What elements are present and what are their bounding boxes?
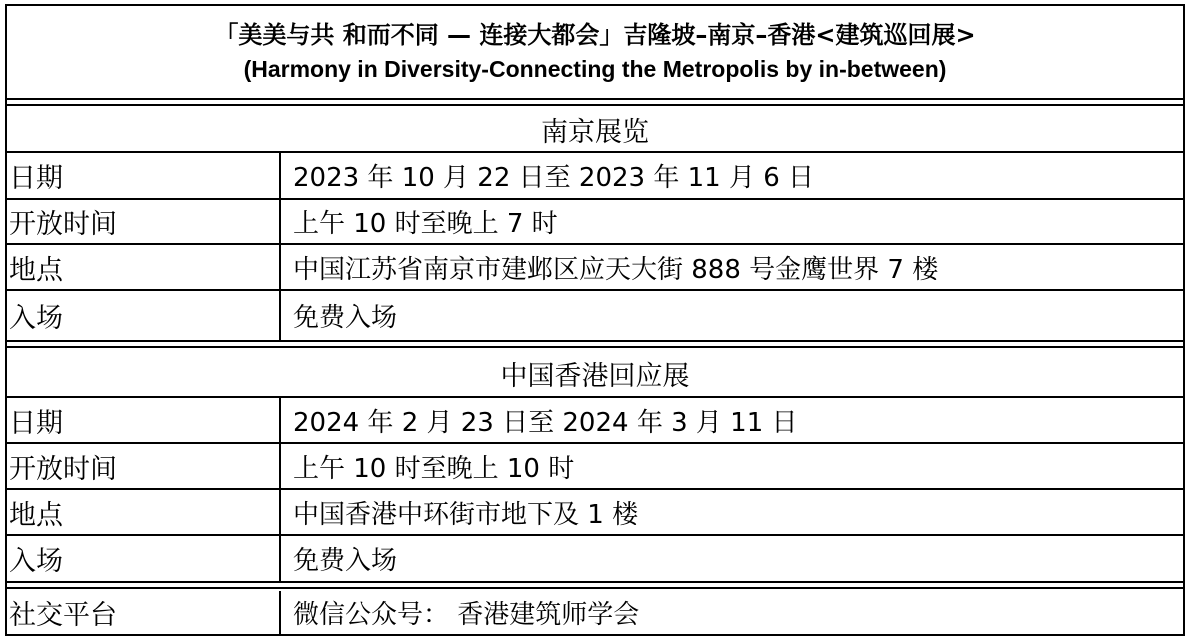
value-nanjing-admission: 免费入场	[293, 303, 398, 333]
title-english: (Harmony in Diversity-Connecting the Metropolis by in-between)	[243, 56, 947, 82]
label-venue: 地点	[7, 490, 281, 534]
value-nanjing-date: 2023 年 10 月 22 日至 2023 年 11 月 6 日	[293, 163, 815, 193]
value-nanjing-hours: 上午 10 时至晚上 7 时	[293, 209, 558, 239]
label-admission: 入场	[7, 536, 281, 581]
label-social-platform: 社交平台	[7, 591, 281, 634]
section-title-nanjing: 南京展览	[541, 117, 649, 148]
label-admission: 入场	[7, 291, 281, 340]
table-row-hongkong-venue	[7, 490, 1183, 536]
table-row-social	[7, 591, 1183, 634]
value-hongkong-admission: 免费入场	[293, 546, 398, 576]
section-heading-hongkong	[7, 350, 1183, 398]
row-divider-strip	[7, 583, 1183, 589]
table-row-hongkong-hours	[7, 444, 1183, 490]
value-hongkong-date: 2024 年 2 月 23 日至 2024 年 3 月 11 日	[293, 407, 798, 438]
table-row-hongkong-date	[7, 398, 1183, 444]
section-heading-nanjing	[7, 108, 1183, 153]
row-divider-strip	[7, 100, 1183, 106]
label-opening-hours: 开放时间	[7, 444, 281, 488]
table-row-nanjing-date	[7, 153, 1183, 200]
value-hongkong-venue: 中国香港中环街市地下及 1 楼	[293, 499, 639, 530]
label-opening-hours: 开放时间	[7, 200, 281, 243]
label-date: 日期	[7, 153, 281, 198]
table-row-nanjing-hours	[7, 200, 1183, 245]
table-row-hongkong-admission	[7, 536, 1183, 583]
value-hongkong-hours: 上午 10 时至晚上 10 时	[293, 453, 575, 484]
section-title-hongkong: 中国香港回应展	[500, 360, 690, 392]
label-venue: 地点	[7, 245, 281, 289]
value-social-platform: 微信公众号： 香港建筑师学会	[293, 600, 640, 630]
exhibition-info-table	[5, 4, 1185, 636]
table-title-block	[7, 6, 1183, 100]
table-row-nanjing-venue	[7, 245, 1183, 291]
table-row-nanjing-admission	[7, 291, 1183, 342]
label-date: 日期	[7, 398, 281, 442]
title-chinese: 「美美与共 和而不同 — 连接大都会」吉隆坡–南京–香港<建筑巡回展>	[214, 21, 976, 49]
row-divider-strip	[7, 342, 1183, 348]
value-nanjing-venue: 中国江苏省南京市建邺区应天大街 888 号金鹰世界 7 楼	[293, 254, 939, 285]
